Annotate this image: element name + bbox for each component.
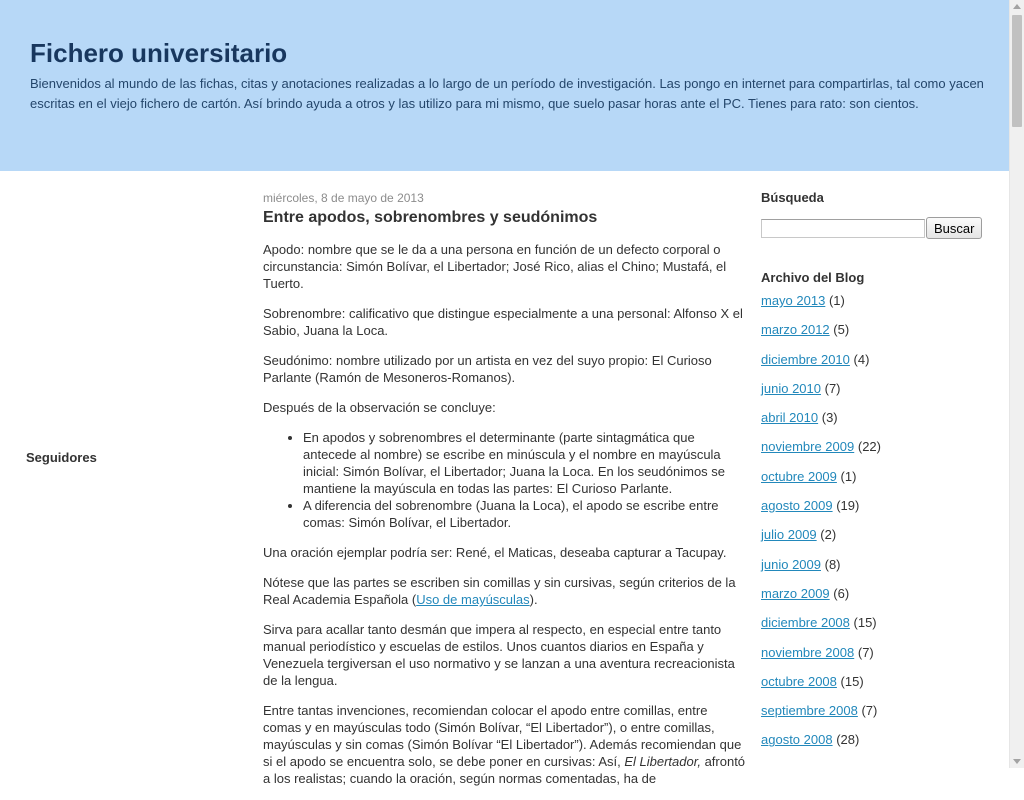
post-paragraph: Después de la observación se concluye:	[263, 400, 496, 415]
archive-link[interactable]: agosto 2009	[761, 498, 833, 514]
post-paragraph: Sobrenombre: calificativo que distingue especialmente a una personal: Alfonso X el Sabio, Juana la Loca.	[263, 306, 743, 338]
post-list	[303, 429, 747, 531]
archive-item	[761, 438, 991, 467]
archive-item	[761, 614, 991, 643]
archive-link[interactable]: mayo 2013	[761, 293, 826, 308]
blog-header	[0, 0, 1009, 171]
archive-item	[761, 468, 991, 497]
archive-item	[761, 409, 991, 438]
post-paragraph	[263, 702, 747, 787]
post-paragraph	[263, 574, 747, 608]
archive-link[interactable]: abril 2010	[761, 410, 819, 426]
text-span: afrontó a los realistas; cuando la oración, según normas comentadas, ha de	[263, 754, 746, 786]
archive-link[interactable]: marzo 2012	[761, 322, 830, 338]
archive-list	[761, 292, 991, 761]
archive-item	[761, 526, 991, 555]
archive-count: (15)	[840, 673, 864, 689]
archive-count: (6)	[833, 585, 850, 601]
scroll-up-arrow-icon[interactable]	[1013, 4, 1021, 9]
archive-heading: Archivo del Blog	[761, 270, 865, 285]
archive-link[interactable]: diciembre 2010	[761, 351, 850, 367]
archive-count: (28)	[836, 732, 860, 748]
list-item: • En apodos y sobrenombres el determinante (parte sintagmática que antecede al nombre) se escribe en minúscula y el nombre en mayúscula inicial: Simón Bolívar, el Libertador; Juana la Loca. En los seudónimos se mantiene la mayúscula en todas las partes: El Curioso Parlante.	[303, 429, 747, 497]
followers-heading: Seguidores	[26, 450, 97, 465]
archive-link[interactable]: junio 2009	[761, 556, 821, 572]
italic-text: El Libertador,	[624, 754, 701, 769]
scrollbar-thumb[interactable]	[1012, 15, 1022, 127]
text-span: ).	[529, 592, 538, 607]
archive-item	[761, 731, 991, 760]
list-item: • A diferencia del sobrenombre (Juana la Loca), el apodo se escribe entre comas: Simón Bolívar, el Libertador.	[303, 497, 747, 531]
blog-post	[263, 190, 747, 800]
scroll-down-arrow-icon[interactable]	[1013, 759, 1021, 764]
archive-link[interactable]: agosto 2008	[761, 732, 833, 748]
archive-item	[761, 585, 991, 614]
archive-link[interactable]: julio 2009	[761, 527, 817, 543]
archive-count: (5)	[833, 322, 850, 338]
post-title[interactable]: Entre apodos, sobrenombres y seudónimos	[263, 209, 598, 226]
archive-item	[761, 292, 991, 321]
archive-link[interactable]: octubre 2009	[761, 468, 837, 484]
left-sidebar	[0, 171, 240, 768]
archive-count: (2)	[820, 527, 837, 543]
post-paragraph: Apodo: nombre que se le da a una persona en función de un defecto corporal o circunstancia: Simón Bolívar, el Libertador; José Rico, alias el Chino; Mustafá, el Tuerto.	[263, 242, 727, 291]
search-heading: Búsqueda	[761, 190, 824, 205]
archive-count: (19)	[836, 498, 860, 514]
archive-link[interactable]: marzo 2009	[761, 585, 830, 601]
right-sidebar	[761, 190, 991, 761]
archive-count: (3)	[821, 410, 838, 426]
post-paragraph: Seudónimo: nombre utilizado por un artista en vez del suyo propio: El Curioso Parlante (Ramón de Mesoneros-Romanos).	[263, 353, 712, 385]
archive-item	[761, 497, 991, 526]
post-date: miércoles, 8 de mayo de 2013	[263, 191, 424, 205]
archive-count: (7)	[824, 380, 841, 396]
search-box	[761, 217, 991, 239]
blog-description: Bienvenidos al mundo de las fichas, citas y anotaciones realizadas a lo largo de un período de investigación. Las pongo en internet para compartirlas, tal como yacen escritas en el viejo fichero de cartón. Así brindo ayuda a otros y las utilizo para mi mismo, que suelo pasar horas ante el PC. Tienes para rato: son cientos.	[30, 76, 984, 111]
text-span: Nótese que las partes se escriben sin comillas y sin cursivas, según criterios de la Real Academia Española (	[263, 575, 736, 607]
archive-count: (8)	[824, 556, 841, 572]
blog-title[interactable]: Fichero universitario	[30, 38, 288, 68]
archive-link[interactable]: noviembre 2009	[761, 439, 855, 455]
archive-count: (22)	[857, 439, 881, 455]
search-button[interactable]: Buscar	[926, 217, 982, 239]
archive-count: (7)	[857, 644, 874, 660]
archive-count: (15)	[853, 615, 877, 631]
archive-item	[761, 380, 991, 409]
post-paragraph: Sirva para acallar tanto desmán que impera al respecto, en especial entre tanto manual periodístico y escuelas de estilos. Unos cuantos diarios en España y Venezuela tergiversan el uso normativo y se lanzan a una aventura recreacionista de la lengua.	[263, 622, 735, 688]
archive-link[interactable]: junio 2010	[761, 380, 821, 396]
archive-link[interactable]: noviembre 2008	[761, 644, 855, 660]
vertical-scrollbar[interactable]	[1009, 0, 1024, 768]
archive-item	[761, 702, 991, 731]
archive-link[interactable]: diciembre 2008	[761, 615, 850, 631]
uso-mayusculas-link[interactable]: Uso de mayúsculas	[416, 592, 530, 607]
archive-item	[761, 556, 991, 585]
text-span: Entre tantas invenciones, recomiendan colocar el apodo entre comillas, entre comas y en mayúsculas todo (Simón Bolívar, “El Libertador”), o entre comillas, mayúsculas y sin comas (Simón Bolívar “El Libertador”). Además recomiendan que si el apodo se encuentra solo, se debe poner en cursivas: Así,	[263, 703, 742, 769]
archive-item	[761, 321, 991, 350]
search-input[interactable]	[761, 219, 925, 238]
archive-count: (1)	[840, 468, 857, 484]
archive-count: (1)	[828, 293, 845, 308]
post-paragraph: Una oración ejemplar podría ser: René, el Maticas, deseaba capturar a Tacupay.	[263, 545, 727, 560]
archive-link[interactable]: septiembre 2008	[761, 703, 858, 719]
archive-count: (4)	[853, 351, 870, 367]
archive-link[interactable]: octubre 2008	[761, 673, 837, 689]
archive-item	[761, 673, 991, 702]
archive-item	[761, 644, 991, 673]
archive-item	[761, 351, 991, 380]
archive-count: (7)	[861, 703, 878, 719]
